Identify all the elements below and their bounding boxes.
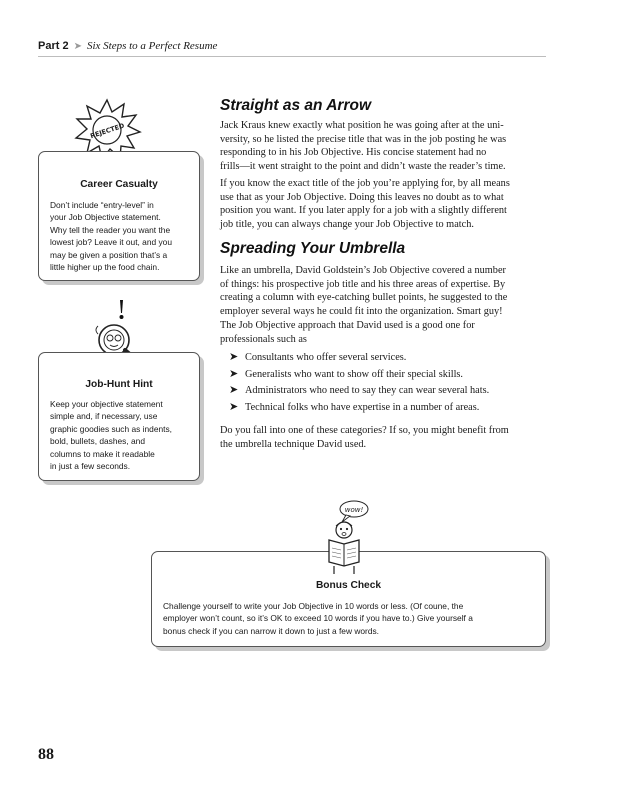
text-line: The Job Objective approach that David used is a good one for	[220, 320, 475, 331]
text-line: Why tell the reader you want the	[50, 224, 171, 235]
text-line: little higher up the food chain.	[50, 262, 160, 273]
text-line: Like an umbrella, David Goldstein’s Job Objective covered a number	[220, 265, 506, 276]
running-head	[38, 40, 217, 52]
text-line: frills—it went straight to the point and didn’t waste the reader’s time.	[220, 160, 506, 172]
arrow-paragraph-1	[220, 119, 506, 173]
career-casualty-title: Career Casualty	[80, 179, 158, 190]
text-line: the umbrella technique David used.	[220, 438, 367, 450]
list-item-text: Technical folks who have expertise in a number of areas.	[245, 401, 480, 413]
list-item	[229, 367, 463, 380]
bullet-list	[229, 350, 549, 420]
list-item-text: Administrators who need to say they can wear several hats.	[245, 385, 490, 396]
text-line: graphic goodies such as indents,	[50, 423, 172, 434]
chapter-title: Six Steps to a Perfect Resume	[86, 40, 218, 52]
text-line: Do you fall into one of these categories? If so, you might benefit from	[220, 425, 509, 436]
text-line: employer won’t count, so it’s OK to exceed 10 words if you have to.) Give yourself a	[163, 613, 473, 624]
text-line: versity, so he listed the precise title that was in the job posting he was	[220, 133, 507, 145]
text-line: responding to in his Job Objective. His concise statement had no	[220, 147, 487, 158]
arrow-bullet-icon: ➤	[229, 384, 239, 396]
arrow-bullet-icon: ➤	[229, 367, 239, 380]
header-divider	[38, 56, 546, 57]
job-hunt-hint-text	[50, 398, 172, 472]
stamp-text: REJECTED	[89, 121, 126, 141]
list-item	[229, 400, 479, 413]
text-line: employer several ways he could fit into the organization. Smart guy!	[220, 305, 503, 317]
text-line: Challenge yourself to write your Job Objective in 10 words or less. (Of coune, the	[163, 601, 464, 611]
arrow-bullet-icon: ➤	[229, 400, 239, 413]
header-arrow-icon: ➤	[73, 41, 82, 52]
text-line: bonus check if you can narrow it down to just a few words.	[163, 625, 379, 636]
text-line: professionals such as	[220, 333, 307, 345]
reading-person-icon	[322, 496, 376, 576]
text-line: job title, you can always change your Job Objective to match.	[220, 218, 474, 230]
bonus-check-title: Bonus Check	[315, 580, 382, 591]
career-casualty-box	[38, 151, 200, 281]
text-line: position you want. If you later apply for a job with a slightly different	[220, 205, 507, 216]
part-label: Part 2	[38, 40, 69, 52]
list-item	[229, 350, 406, 363]
text-line: lowest job? Leave it out, and you	[50, 237, 172, 248]
page-number: 88	[38, 746, 54, 763]
job-hunt-hint-title: Job-Hunt Hint	[85, 379, 153, 390]
text-line: your Job Objective statement.	[50, 212, 161, 223]
career-casualty-text	[50, 199, 172, 273]
arrow-bullet-icon: ➤	[229, 351, 239, 363]
text-line: simple and, if necessary, use	[50, 411, 158, 422]
bubble-text: wow!	[344, 506, 364, 514]
job-hunt-hint-box	[38, 352, 200, 481]
text-line: Jack Kraus knew exactly what position he was going after at the uni-	[220, 120, 504, 131]
text-line: creating a column with eye-catching bullet points, he suggested to the	[220, 292, 508, 303]
bonus-check-text	[163, 600, 473, 637]
text-line: If you know the exact title of the job you’re applying for, by all means	[220, 178, 510, 189]
umbrella-paragraph-3	[220, 424, 509, 451]
arrow-paragraph-2	[220, 177, 510, 231]
text-line: in just a few seconds.	[50, 461, 131, 472]
text-line: bold, bullets, dashes, and	[50, 436, 145, 447]
list-item-text: Generalists who want to show off their special skills.	[245, 368, 464, 380]
section-heading-umbrella: Spreading Your Umbrella	[220, 240, 406, 257]
text-line: Don’t include “entry-level” in	[50, 200, 154, 210]
text-line: use that as your Job Objective. Doing this leaves no doubt as to what	[220, 191, 504, 203]
text-line: of things: his prospective job title and his three areas of expertise. By	[220, 278, 506, 290]
list-item	[229, 383, 489, 396]
list-item-text: Consultants who offer several services.	[245, 352, 407, 363]
text-line: columns to make it readable	[50, 448, 155, 459]
text-line: may be given a position that’s a	[50, 249, 168, 260]
umbrella-paragraph-1	[220, 264, 507, 318]
section-heading-arrow: Straight as an Arrow	[220, 97, 372, 114]
umbrella-paragraph-2	[220, 319, 475, 346]
text-line: Keep your objective statement	[50, 399, 163, 409]
